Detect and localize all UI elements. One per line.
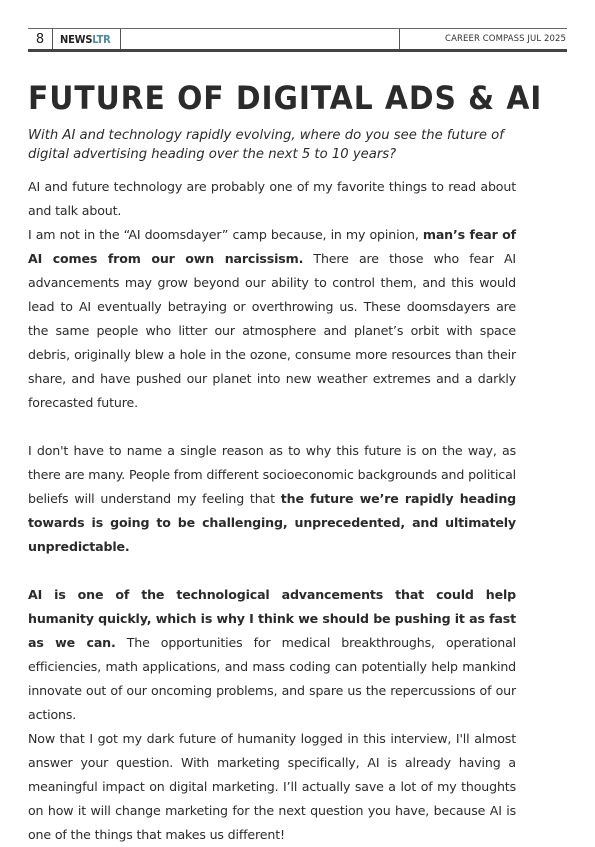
- paragraph-4-text-b: The opportunities for medical breakthroughs, operational efficiencies, math applications, and mass coding can potentially help mankind innovate out of our oncoming problems, and spare us the repercussions of our actions.: [28, 635, 516, 722]
- article-subtitle: With AI and technology rapidly evolving, where do you see the future of digital advertising heading over the next 5 to 10 years?: [28, 128, 504, 162]
- newsletter-logo-part2: LTR: [92, 32, 111, 46]
- paragraph-2: [28, 223, 516, 415]
- newsletter-logo: [53, 29, 121, 49]
- paragraph-2-bold: man’s fear of AI comes from our own narcissism.: [28, 227, 517, 266]
- paragraph-4-bold: AI is one of the technological advancements that could help humanity quickly, which is why I think we should be pushing it as fast as we can.: [28, 587, 516, 650]
- paragraph-3-bold: the future we’re rapidly heading towards is going to be challenging, unprecedented, and ultimately unpredictable.: [28, 491, 516, 554]
- header-spacer: [121, 29, 400, 49]
- paragraph-5: Now that I got my dark future of humanity logged in this interview, I'll almost answer your question. With marketing specifically, AI is already having a meaningful impact on digital marketing. I’ll actually save a lot of my thoughts on how it will change marketing for the next question you have, because AI is one of the things that makes us different!: [28, 731, 516, 842]
- paragraph-4: [28, 583, 516, 727]
- paragraph-3-text-a: I don't have to name a single reason as to why this future is on the way, as there are many. People from different socioeconomic backgrounds and political beliefs will understand my feeling that: [28, 443, 516, 506]
- paragraph-2-text-b: There are those who fear AI advancements may grow beyond our ability to control them, and this would lead to AI eventually betraying or overthrowing us. These doomsdayers are the same people who litter our atmosphere and planet’s orbit with space debris, originally blew a hole in the ozone, consume more resources than their share, and have pushed our planet into new weather extremes and a darkly forecasted future.: [28, 251, 516, 410]
- paragraph-1: AI and future technology are probably one of my favorite things to read about and talk about.: [28, 179, 516, 218]
- article-title: FUTURE OF DIGITAL ADS & AI: [28, 79, 543, 117]
- page-number: 8: [28, 29, 53, 49]
- paragraph-3: [28, 439, 516, 559]
- newsletter-logo-part1: NEWS: [60, 32, 93, 46]
- page-header: [28, 28, 567, 52]
- issue-label: CAREER COMPASS JUL 2025: [445, 34, 566, 44]
- paragraph-2-text-a: I am not in the “AI doomsdayer” camp because, in my opinion,: [28, 227, 423, 242]
- article-body: [28, 175, 516, 847]
